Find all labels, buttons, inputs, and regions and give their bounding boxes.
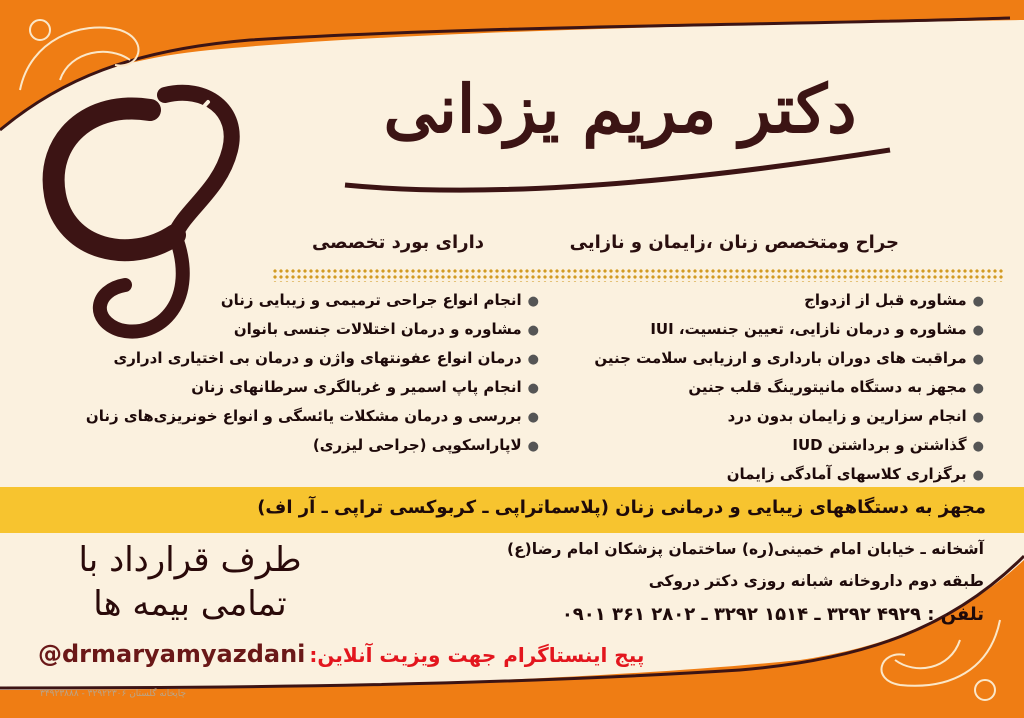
list-item: ●لاپاراسکوپی (جراحی لیزری) bbox=[312, 436, 539, 454]
bullet-icon: ● bbox=[972, 410, 984, 425]
bullet-icon: ● bbox=[527, 323, 539, 338]
board-subtitle: دارای بورد تخصصی bbox=[311, 232, 484, 253]
bullet-icon: ● bbox=[972, 439, 984, 454]
insurance-line-2: تمامی بیمه ها bbox=[93, 584, 287, 624]
services-list-left bbox=[86, 286, 539, 460]
list-item: ●مشاوره و درمان نازایی، تعیین جنسیت، IUI bbox=[650, 320, 984, 338]
bullet-icon: ● bbox=[972, 381, 984, 396]
list-item: ●انجام سزارین و زایمان بدون درد bbox=[727, 407, 984, 425]
instagram-handle[interactable]: @drmaryamyazdani bbox=[38, 640, 306, 668]
list-item: ●انجام پاپ اسمیر و غربالگری سرطانهای زنان bbox=[191, 378, 539, 396]
bullet-icon: ● bbox=[527, 294, 539, 309]
list-item: ●انجام انواع جراحی ترمیمی و زیبایی زنان bbox=[220, 291, 539, 309]
instagram-line bbox=[38, 640, 644, 668]
address-line-1: آشخانه ـ خیابان امام خمینی(ره) ساختمان پزشکان امام رضا(ع) bbox=[507, 540, 984, 558]
instagram-label: :پیج اینستاگرام جهت ویزیت آنلاین bbox=[309, 643, 645, 667]
list-item: ●بررسی و درمان مشکلات یائسگی و انواع خونریزی‌های زنان bbox=[85, 407, 539, 425]
phone-numbers: تلفن : ۴۹۲۹ ۳۲۹۲ ـ ۱۵۱۴ ۳۲۹۲ ـ ۲۸۰۲ ۳۶۱ ۰۹۰۱ bbox=[561, 604, 984, 625]
equipment-text: مجهز به دستگاههای زیبایی و درمانی زنان (پلاسماتراپی ـ کربوکسی تراپی ـ آر اف) bbox=[257, 497, 986, 518]
bullet-icon: ● bbox=[972, 468, 984, 483]
doctor-name: دکتر مریم یزدانی bbox=[383, 70, 857, 148]
list-item: ●مراقبت های دوران بارداری و ارزیابی سلامت جنین bbox=[594, 349, 984, 367]
list-item: ●برگزاری کلاسهای آمادگی زایمان bbox=[726, 465, 984, 483]
bullet-icon: ● bbox=[972, 323, 984, 338]
list-item: ●مشاوره قبل از ازدواج bbox=[804, 291, 984, 309]
bullet-icon: ● bbox=[972, 294, 984, 309]
list-item: ●گذاشتن و برداشتن IUD bbox=[792, 436, 984, 454]
dotted-divider bbox=[272, 268, 1004, 282]
list-item: ●درمان انواع عفونتهای واژن و درمان بی اختیاری ادراری bbox=[113, 349, 539, 367]
printer-credit: چاپخانه گلستان ۳۲۹۲۲۳۰۶ - ۳۴۹۲۳۸۸۸ bbox=[40, 689, 187, 699]
list-item: ●مجهز به دستگاه مانیتورینگ قلب جنین bbox=[688, 378, 984, 396]
bullet-icon: ● bbox=[527, 410, 539, 425]
bullet-icon: ● bbox=[972, 352, 984, 367]
bullet-icon: ● bbox=[527, 439, 539, 454]
list-item: ●مشاوره و درمان اختلالات جنسی بانوان bbox=[233, 320, 539, 338]
insurance-line-1: طرف قرارداد با bbox=[78, 540, 302, 580]
name-underline bbox=[345, 150, 890, 190]
services-list-right bbox=[594, 286, 984, 489]
bullet-icon: ● bbox=[527, 381, 539, 396]
specialty-subtitle: جراح ومتخصص زنان ،زایمان و نازایی bbox=[569, 232, 899, 253]
address-line-2: طبقه دوم داروخانه شبانه روزی دکتر دروکی bbox=[648, 572, 984, 590]
bullet-icon: ● bbox=[527, 352, 539, 367]
